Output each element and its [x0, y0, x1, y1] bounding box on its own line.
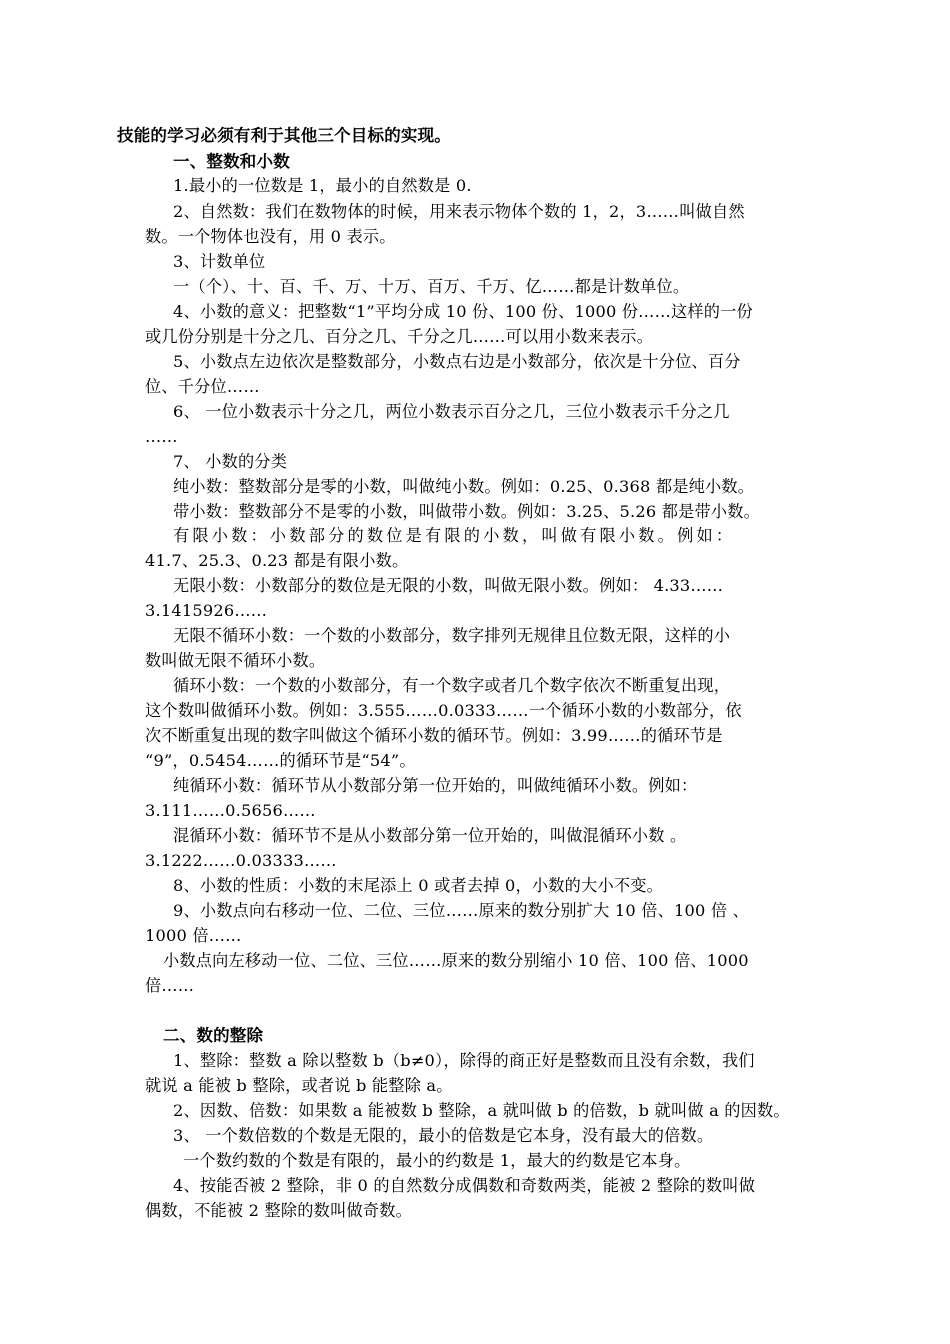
text-line: 5、小数点左边依次是整数部分，小数点右边是小数部分，依次是十分位、百分 [173, 352, 741, 371]
text-line: 或几份分别是十分之几、百分之几、千分之几……可以用小数来表示。 [145, 327, 654, 346]
text-line: “9”，0.5454……的循环节是“54”。 [145, 751, 416, 770]
text-line: 3.1415926…… [145, 601, 268, 620]
text-line: 3.1222……0.03333…… [145, 851, 337, 870]
text-line: 7、 小数的分类 [173, 452, 288, 471]
text-line: 带小数：整数部分不是零的小数，叫做带小数。例如：3.25、5.26 都是带小数。 [173, 502, 761, 521]
text-line: 3.111……0.5656…… [145, 801, 316, 820]
text-line: 有限小数：小数部分的数位是有限的小数，叫做有限小数。例如： [173, 526, 736, 545]
text-line: 4、小数的意义：把整数“1”平均分成 10 份、100 份、1000 份……这样的一份 [173, 302, 753, 321]
text-line: 无限不循环小数：一个数的小数部分，数字排列无规律且位数无限，这样的小 [173, 626, 731, 645]
text-line: 数叫做无限不循环小数。 [145, 651, 326, 670]
text-line: 1、整除：整数 a 除以整数 b（b≠0），除得的商正好是整数而且没有余数，我们 [173, 1051, 755, 1070]
text-line: 次不断重复出现的数字叫做这个循环小数的循环节。例如：3.99……的循环节是 [145, 726, 723, 745]
text-line: 一个数约数的个数是有限的，最小的约数是 1，最大的约数是它本身。 [183, 1151, 691, 1170]
section-heading-integers-decimals: 一、整数和小数 [173, 152, 290, 171]
text-line: 6、 一位小数表示十分之几，两位小数表示百分之几，三位小数表示千分之几 [173, 402, 730, 421]
text-line: 循环小数：一个数的小数部分，有一个数字或者几个数字依次不断重复出现， [173, 676, 731, 695]
text-line: 1000 倍…… [145, 926, 242, 945]
text-line: 混循环小数：循环节不是从小数部分第一位开始的，叫做混循环小数 。 [173, 826, 687, 845]
text-line: 41.7、25.3、0.23 都是有限小数。 [145, 551, 409, 570]
text-line: 3、计数单位 [173, 252, 266, 271]
text-line: 1.最小的一位数是 1，最小的自然数是 0. [173, 176, 472, 195]
text-line: 一（个）、十、百、千、万、十万、百万、千万、亿……都是计数单位。 [173, 277, 690, 296]
text-line: 小数点向左移动一位、二位、三位……原来的数分别缩小 10 倍、100 倍、1000 [163, 951, 749, 970]
text-line: 纯循环小数：循环节从小数部分第一位开始的，叫做纯循环小数。例如： [173, 776, 698, 795]
text-line: 纯小数：整数部分是零的小数，叫做纯小数。例如：0.25、0.368 都是纯小数。 [173, 477, 755, 496]
section-heading-divisibility: 二、数的整除 [163, 1026, 264, 1045]
text-line: …… [145, 427, 178, 446]
text-line: 9、小数点向右移动一位、二位、三位……原来的数分别扩大 10 倍、100 倍 、 [173, 901, 749, 920]
text-line: 位、千分位…… [145, 377, 260, 396]
text-line: 就说 a 能被 b 整除，或者说 b 能整除 a。 [145, 1076, 453, 1095]
text-line: 数。一个物体也没有，用 0 表示。 [145, 227, 396, 246]
text-line: 偶数，不能被 2 整除的数叫做奇数。 [145, 1201, 413, 1220]
text-line: 3、 一个数倍数的个数是无限的，最小的倍数是它本身，没有最大的倍数。 [173, 1126, 714, 1145]
text-line: 2、自然数：我们在数物体的时候，用来表示物体个数的 1，2，3……叫做自然 [173, 202, 745, 221]
text-line: 无限小数：小数部分的数位是无限的小数，叫做无限小数。例如： 4.33…… [173, 576, 724, 595]
text-line: 倍…… [145, 976, 195, 995]
text-line: 8、小数的性质：小数的末尾添上 0 或者去掉 0，小数的大小不变。 [173, 876, 663, 895]
text-line: 4、按能否被 2 整除，非 0 的自然数分成偶数和奇数两类，能被 2 整除的数叫做 [173, 1176, 756, 1195]
intro-line: 技能的学习必须有利于其他三个目标的实现。 [117, 126, 451, 145]
text-line: 2、因数、倍数：如果数 a 能被数 b 整除，a 就叫做 b 的倍数，b 就叫做 a 的因数。 [173, 1101, 790, 1120]
text-line: 这个数叫做循环小数。例如：3.555……0.0333……一个循环小数的小数部分，依 [145, 701, 742, 720]
